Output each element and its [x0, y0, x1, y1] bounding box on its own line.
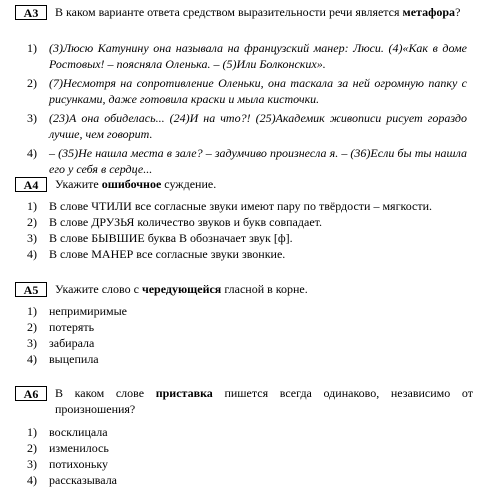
option-a6-4[interactable]: 4) рассказывала	[27, 473, 118, 487]
options-a6	[27, 424, 467, 488]
question-number-a4: A4	[15, 177, 47, 192]
options-a5	[27, 303, 467, 367]
option-a4-2[interactable]: 2) В слове ДРУЗЬЯ количество звуков и букв совпадает.	[27, 215, 322, 229]
question-number-a5: A5	[15, 282, 47, 297]
option-a6-1[interactable]: 1) восклицала	[27, 425, 108, 439]
option-a5-4[interactable]: 4) выцепила	[27, 352, 99, 366]
options-a4	[27, 198, 467, 262]
option-a3-4[interactable]: 4) – (35)Не нашла места в зале? – задумчиво произнесла я. – (36)Если бы ты нашла его у себя в сердце...	[27, 146, 467, 176]
option-a3-3[interactable]: 3) (23)А она обиделась... (24)И на что?! (25)Академик живописи рисует гораздо лучше, чем говорит.	[27, 111, 467, 141]
option-a6-2[interactable]: 2) изменилось	[27, 441, 109, 455]
question-number-a6: A6	[15, 386, 47, 401]
option-a5-2[interactable]: 2) потерять	[27, 320, 95, 334]
question-prompt-a4: Укажите ошибочное суждение.	[55, 177, 217, 191]
option-a5-3[interactable]: 3) забирала	[27, 336, 95, 350]
question-prompt-a5: Укажите слово с чередующейся гласной в корне.	[55, 282, 308, 296]
option-a4-3[interactable]: 3) В слове БЫВШИЕ буква В обозначает звук [ф].	[27, 231, 293, 245]
option-a4-4[interactable]: 4) В слове МАНЕР все согласные звуки звонкие.	[27, 247, 286, 261]
option-a4-1[interactable]: 1) В слове ЧТИЛИ все согласные звуки имеют пару по твёрдости – мягкости.	[27, 199, 432, 213]
question-number-a3: A3	[15, 5, 47, 20]
option-a3-2[interactable]: 2) (7)Несмотря на сопротивление Оленьки, она таскала за ней огромную папку с рисунками, даже готовила краски и мыла кисточки.	[27, 76, 467, 106]
option-a3-1[interactable]: 1) (3)Люсю Катунину она называла на французский манер: Люси. (4)«Как в доме Ростовых! – поясняла Оленька. – (5)Или Болконских».	[27, 41, 467, 71]
question-prompt-a3: В каком варианте ответа средством выразительности речи является метафора?	[55, 5, 461, 19]
question-prompt-a6: В каком слове приставка пишется всегда одинаково, независимо от произношения?	[55, 386, 473, 416]
option-a5-1[interactable]: 1) непримиримые	[27, 304, 128, 318]
options-a3	[27, 40, 467, 177]
option-a6-3[interactable]: 3) потихоньку	[27, 457, 109, 471]
